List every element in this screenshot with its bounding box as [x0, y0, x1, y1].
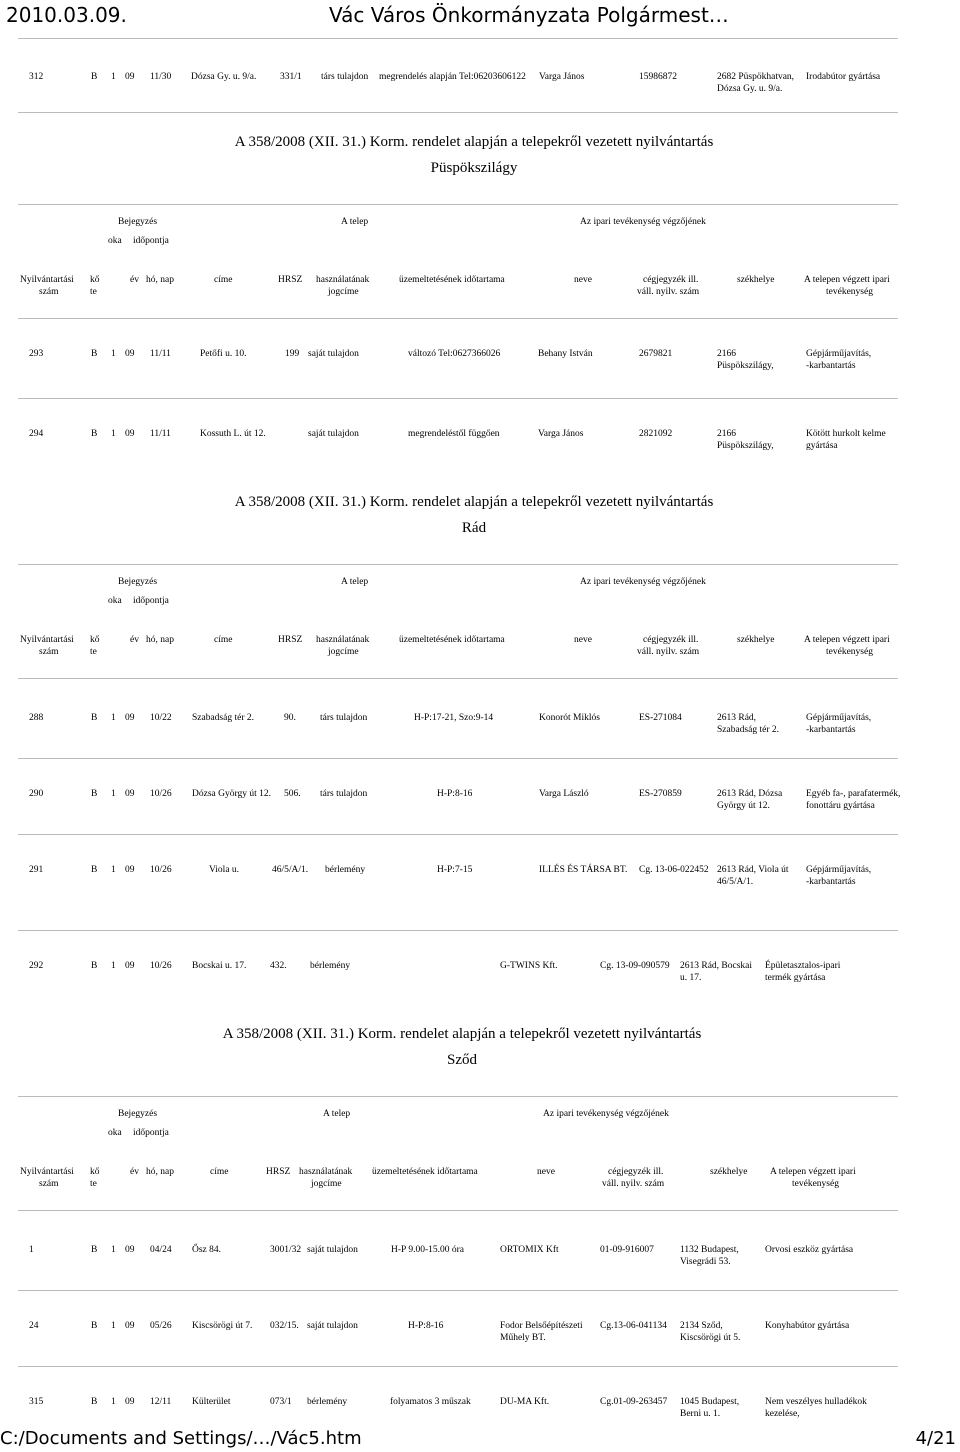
col-tevekenyseg-2: tevékenység [792, 1179, 839, 1189]
section-heading: A 358/2008 (XII. 31.) Korm. rendelet alapján a telepekről vezetett nyilvántartás [234, 494, 714, 510]
cell-ev-a: 1 [111, 713, 116, 723]
cell-jogcim: bérlemény [325, 865, 366, 875]
header-oka: oka [108, 596, 122, 606]
cell-nyilv: 293 [29, 349, 44, 359]
section-place: Sződ [447, 1052, 477, 1068]
cell-tev-1: Egyéb fa-, parafatermék, [806, 789, 901, 799]
cell-idotartam: H-P:7-15 [437, 865, 473, 875]
cell-ev: 09 [125, 1245, 135, 1255]
cell-szek-2: Szabadság tér 2. [717, 725, 779, 735]
cell-nyilv: 292 [29, 961, 44, 971]
cell-ceg: 15986872 [639, 72, 677, 82]
cell-szek-2: 46/5/A/1. [717, 877, 754, 887]
col-szam: szám [39, 647, 59, 657]
cell-nyilv: 315 [29, 1397, 44, 1407]
col-vall-nyilv-szam: váll. nyilv. szám [637, 647, 700, 657]
cell-ko: B [91, 713, 98, 723]
print-date: 2010.03.09. [6, 3, 127, 27]
col-nyilvantartasi: Nyilvántartási [20, 1167, 74, 1177]
cell-ko: B [91, 865, 98, 875]
cell-neve: Fodor Belsőépítészeti [500, 1321, 583, 1331]
col-uzemeltetes: üzemeltetésének időtartama [399, 635, 505, 645]
cell-neve: Varga János [539, 72, 585, 82]
separator [18, 758, 898, 759]
col-uzemeltetes: üzemeltetésének időtartama [399, 275, 505, 285]
col-cegjegyzek: cégjegyzék ill. [608, 1167, 664, 1177]
cell-ceg: ES-270859 [639, 789, 682, 799]
section-place: Rád [461, 520, 487, 536]
cell-tev-2: -karbantartás [806, 877, 856, 887]
col-honap: hó, nap [146, 275, 174, 285]
col-jogcime: jogcíme [328, 647, 359, 657]
col-ko: kő [90, 275, 100, 285]
separator [18, 564, 898, 565]
cell-honap: 10/26 [150, 789, 172, 799]
col-ko: kő [90, 1167, 100, 1177]
col-hasznalatanak: használatának [316, 275, 370, 285]
separator [18, 1096, 898, 1097]
col-jogcime: jogcíme [311, 1179, 342, 1189]
cell-szek-1: 2166 [717, 349, 736, 359]
cell-szek-1: 2613 Rád, Viola út [717, 865, 789, 875]
separator [18, 834, 898, 835]
header-ipari: Az ipari tevékenység végzőjének [580, 217, 706, 227]
separator [18, 398, 898, 399]
cell-cime: Dózsa György út 12. [192, 789, 271, 799]
cell-neve-2: Műhely BT. [500, 1333, 546, 1343]
col-neve: neve [574, 635, 592, 645]
cell-szek-2: Berni u. 1. [680, 1409, 721, 1419]
cell-ev: 09 [125, 72, 135, 82]
header-idopontja: időpontja [133, 1128, 169, 1138]
col-vall-nyilv-szam: váll. nyilv. szám [602, 1179, 665, 1189]
cell-honap: 11/11 [150, 349, 171, 359]
cell-tev-1: Gépjárműjavítás, [806, 865, 872, 875]
section-place: Püspökszilágy [430, 160, 518, 176]
cell-hrsz: 199 [285, 349, 300, 359]
cell-ev: 09 [125, 1397, 135, 1407]
col-tevekenyseg-1: A telepen végzett ipari [770, 1167, 856, 1177]
col-cime: címe [210, 1167, 229, 1177]
cell-hrsz: 073/1 [270, 1397, 292, 1407]
separator [18, 318, 898, 319]
cell-nyilv: 312 [29, 72, 44, 82]
cell-hrsz: 331/1 [280, 72, 302, 82]
cell-neve: ORTOMIX Kft [500, 1245, 559, 1255]
cell-tev-1: Orvosi eszköz gyártása [765, 1245, 854, 1255]
header-oka: oka [108, 1128, 122, 1138]
cell-tev-2: termék gyártása [765, 973, 826, 983]
col-hrsz: HRSZ [278, 635, 303, 645]
cell-ev-a: 1 [111, 1321, 116, 1331]
cell-nyilv: 290 [29, 789, 44, 799]
cell-tev-1: Épületasztalos-ipari [765, 961, 841, 971]
cell-ev-a: 1 [111, 72, 116, 82]
cell-honap: 04/24 [150, 1245, 172, 1255]
cell-szek-1: 2613 Rád, [717, 713, 757, 723]
cell-ceg: Cg.13-06-041134 [600, 1321, 667, 1331]
col-honap: hó, nap [146, 1167, 174, 1177]
col-vall-nyilv-szam: váll. nyilv. szám [637, 287, 700, 297]
cell-ceg: 2821092 [639, 429, 673, 439]
cell-idotartam: változó Tel:0627366026 [408, 349, 501, 359]
cell-idotartam: H-P:17-21, Szo:9-14 [414, 713, 494, 723]
cell-szek-1: 2613 Rád, Bocskai [680, 961, 753, 971]
separator [18, 930, 898, 931]
cell-ev: 09 [125, 349, 135, 359]
col-tevekenyseg-1: A telepen végzett ipari [804, 275, 890, 285]
col-ev: év [130, 275, 139, 285]
cell-tev-2: kezelése, [765, 1409, 800, 1419]
header-ipari: Az ipari tevékenység végzőjének [543, 1109, 669, 1119]
cell-ev: 09 [125, 961, 135, 971]
col-hrsz: HRSZ [278, 275, 303, 285]
header-telep: A telep [323, 1109, 351, 1119]
col-uzemeltetes: üzemeltetésének időtartama [372, 1167, 478, 1177]
cell-neve: Behany István [538, 349, 593, 359]
header-idopontja: időpontja [133, 236, 169, 246]
cell-nyilv: 1 [29, 1245, 34, 1255]
cell-cime: Viola u. [209, 865, 240, 875]
col-szekhelye: székhelye [737, 275, 775, 285]
cell-szek-1: 2682 Püspökhatvan, [717, 72, 795, 82]
cell-ev: 09 [125, 713, 135, 723]
cell-idotartam: H-P:8-16 [437, 789, 473, 799]
cell-cime: Ősz 84. [192, 1245, 222, 1255]
cell-nyilv: 291 [29, 865, 44, 875]
cell-cime: Bocskai u. 17. [192, 961, 247, 971]
cell-neve: ILLÉS ÉS TÁRSA BT. [539, 865, 628, 875]
col-nyilvantartasi: Nyilvántartási [20, 635, 74, 645]
col-tevekenyseg-2: tevékenység [826, 647, 873, 657]
cell-jogcim: társ tulajdon [320, 789, 368, 799]
cell-jogcim: társ tulajdon [321, 72, 369, 82]
cell-ceg: Cg. 13-06-022452 [639, 865, 709, 875]
cell-idotartam: H-P:8-16 [408, 1321, 444, 1331]
cell-ko: B [91, 1321, 98, 1331]
header-bejegyzes: Bejegyzés [118, 1109, 158, 1119]
separator [18, 678, 898, 679]
cell-jogcim: bérlemény [307, 1397, 348, 1407]
cell-ev-a: 1 [111, 789, 116, 799]
cell-ev-a: 1 [111, 1397, 116, 1407]
header-telep: A telep [341, 217, 369, 227]
cell-neve: Konorót Miklós [539, 713, 600, 723]
col-szam: szám [39, 287, 59, 297]
cell-ko: B [91, 789, 98, 799]
cell-idotartam: folyamatos 3 műszak [390, 1397, 471, 1407]
cell-hrsz: 46/5/A/1. [272, 865, 309, 875]
cell-hrsz: 90. [284, 713, 296, 723]
cell-tev-1: Konyhabútor gyártása [765, 1321, 850, 1331]
cell-tev-1: Gépjárműjavítás, [806, 713, 872, 723]
cell-jogcim: saját tulajdon [308, 349, 359, 359]
col-neve: neve [537, 1167, 555, 1177]
col-tevekenyseg-1: A telepen végzett ipari [804, 635, 890, 645]
cell-szek-2: György út 12. [717, 801, 770, 811]
header-ipari: Az ipari tevékenység végzőjének [580, 577, 706, 587]
cell-hrsz: 032/15. [270, 1321, 299, 1331]
cell-honap: 11/11 [150, 429, 171, 439]
cell-ev: 09 [125, 865, 135, 875]
cell-szek-1: 2166 [717, 429, 736, 439]
cell-tev-2: fonottáru gyártása [806, 801, 875, 811]
col-hasznalatanak: használatának [299, 1167, 353, 1177]
cell-idotartam: megrendeléstől függően [408, 429, 500, 439]
cell-ceg: 2679821 [639, 349, 673, 359]
cell-ev-a: 1 [111, 961, 116, 971]
col-tevekenyseg-2: tevékenység [826, 287, 873, 297]
col-jogcime: jogcíme [328, 287, 359, 297]
cell-tev-2: gyártása [806, 441, 838, 451]
cell-honap: 10/26 [150, 865, 172, 875]
cell-idotartam: megrendelés alapján Tel:06203606122 [379, 72, 526, 82]
separator [18, 1210, 898, 1211]
col-ev: év [130, 635, 139, 645]
cell-nyilv: 288 [29, 713, 44, 723]
cell-cime: Külterület [192, 1397, 231, 1407]
col-szekhelye: székhelye [737, 635, 775, 645]
cell-ev-a: 1 [111, 1245, 116, 1255]
cell-szek-1: 2613 Rád, Dózsa [717, 789, 783, 799]
cell-tev-2: -karbantartás [806, 361, 856, 371]
col-hrsz: HRSZ [266, 1167, 291, 1177]
separator [18, 38, 898, 39]
col-te: te [90, 287, 97, 297]
cell-tev-2: -karbantartás [806, 725, 856, 735]
cell-honap: 11/30 [150, 72, 172, 82]
cell-jogcim: saját tulajdon [307, 1245, 358, 1255]
col-ko: kő [90, 635, 100, 645]
cell-neve: G-TWINS Kft. [500, 961, 558, 971]
cell-ko: B [91, 429, 98, 439]
cell-neve: DU-MA Kft. [500, 1397, 550, 1407]
header-bejegyzes: Bejegyzés [118, 577, 158, 587]
header-oka: oka [108, 236, 122, 246]
cell-szek-2: Püspökszilágy, [717, 441, 774, 451]
cell-ceg: 01-09-916007 [600, 1245, 654, 1255]
cell-ev-a: 1 [111, 349, 116, 359]
cell-ko: B [91, 72, 98, 82]
cell-ev: 09 [125, 1321, 135, 1331]
cell-nyilv: 24 [29, 1321, 39, 1331]
header-idopontja: időpontja [133, 596, 169, 606]
cell-szek-2: u. 17. [680, 973, 702, 983]
separator [18, 1366, 898, 1367]
cell-jogcim: társ tulajdon [320, 713, 368, 723]
col-nyilvantartasi: Nyilvántartási [20, 275, 74, 285]
cell-cime: Dózsa Gy. u. 9/a. [191, 72, 257, 82]
cell-szek-2: Visegrádi 53. [680, 1257, 731, 1267]
col-te: te [90, 1179, 97, 1189]
cell-tev-1: Kötött hurkolt kelme [806, 429, 886, 439]
col-honap: hó, nap [146, 635, 174, 645]
cell-jogcim: bérlemény [310, 961, 351, 971]
cell-neve: Varga László [539, 789, 589, 799]
cell-tev-1: Gépjárműjavítás, [806, 349, 872, 359]
cell-ev-a: 1 [111, 865, 116, 875]
print-footer-page: 4/21 [915, 1428, 956, 1449]
col-szam: szám [39, 1179, 59, 1189]
cell-ko: B [91, 1245, 98, 1255]
cell-cime: Petőfi u. 10. [200, 349, 247, 359]
cell-szek-1: 2134 Sződ, [680, 1321, 723, 1331]
cell-szek-2: Kiscsörögi út 5. [680, 1333, 741, 1343]
cell-idotartam: H-P 9.00-15.00 óra [391, 1245, 464, 1255]
cell-szek-1: 1132 Budapest, [680, 1245, 739, 1255]
cell-honap: 12/11 [150, 1397, 172, 1407]
col-cegjegyzek: cégjegyzék ill. [643, 635, 699, 645]
cell-ev: 09 [125, 429, 135, 439]
col-neve: neve [574, 275, 592, 285]
cell-szek-1: 1045 Budapest, [680, 1397, 740, 1407]
col-szekhelye: székhelye [710, 1167, 748, 1177]
print-footer-path: C:/Documents and Settings/…/Vác5.htm [0, 1428, 362, 1449]
cell-hrsz: 432. [270, 961, 287, 971]
cell-jogcim: saját tulajdon [308, 429, 359, 439]
cell-tev: Irodabútor gyártása [806, 72, 881, 82]
cell-nyilv: 294 [29, 429, 44, 439]
cell-hrsz: 506. [284, 789, 301, 799]
section-heading: A 358/2008 (XII. 31.) Korm. rendelet alapján a telepekről vezetett nyilvántartás [222, 1026, 702, 1042]
col-ev: év [130, 1167, 139, 1177]
col-cime: címe [214, 275, 233, 285]
col-cegjegyzek: cégjegyzék ill. [643, 275, 699, 285]
cell-honap: 10/22 [150, 713, 172, 723]
section-heading: A 358/2008 (XII. 31.) Korm. rendelet alapján a telepekről vezetett nyilvántartás [234, 134, 714, 150]
cell-ko: B [91, 349, 98, 359]
header-telep: A telep [341, 577, 369, 587]
cell-honap: 05/26 [150, 1321, 172, 1331]
cell-ko: B [91, 961, 98, 971]
cell-honap: 10/26 [150, 961, 172, 971]
cell-ev: 09 [125, 789, 135, 799]
cell-ceg: ES-271084 [639, 713, 682, 723]
separator [18, 112, 898, 113]
cell-cime: Kossuth L. út 12. [200, 429, 266, 439]
cell-hrsz: 3001/32 [270, 1245, 302, 1255]
cell-jogcim: saját tulajdon [307, 1321, 358, 1331]
col-hasznalatanak: használatának [316, 635, 370, 645]
print-title: Vác Város Önkormányzata Polgármest… [329, 3, 729, 27]
cell-neve: Varga János [538, 429, 584, 439]
separator [18, 204, 898, 205]
cell-cime: Kiscsörögi út 7. [192, 1321, 253, 1331]
col-te: te [90, 647, 97, 657]
cell-ceg: Cg.01-09-263457 [600, 1397, 668, 1407]
cell-cime: Szabadság tér 2. [192, 713, 254, 723]
cell-ko: B [91, 1397, 98, 1407]
cell-ev-a: 1 [111, 429, 116, 439]
header-bejegyzes: Bejegyzés [118, 217, 158, 227]
cell-tev-1: Nem veszélyes hulladékok [765, 1397, 867, 1407]
cell-ceg: Cg. 13-09-090579 [600, 961, 670, 971]
separator [18, 1290, 898, 1291]
col-cime: címe [214, 635, 233, 645]
cell-szek-2: Dózsa Gy. u. 9/a. [717, 84, 783, 94]
cell-szek-2: Püspökszilágy, [717, 361, 774, 371]
